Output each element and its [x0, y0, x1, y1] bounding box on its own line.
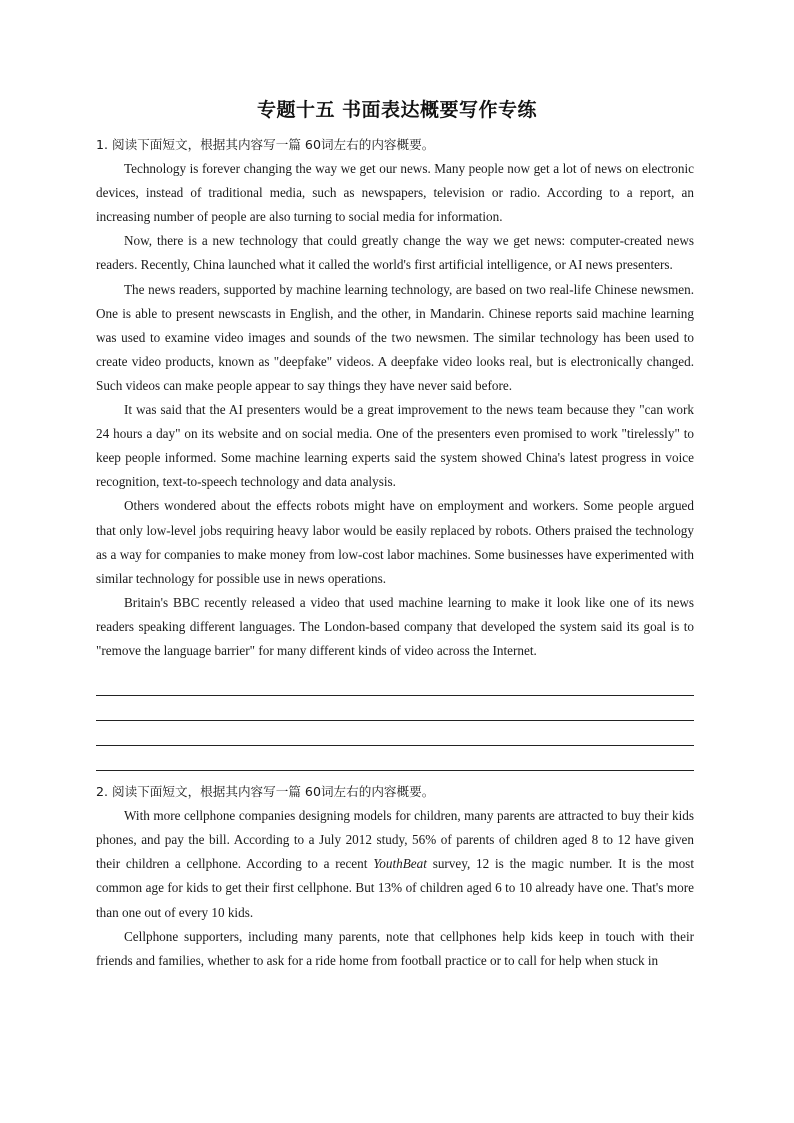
page-title: 专题十五 书面表达概要写作专练	[256, 99, 538, 121]
task-1	[96, 133, 694, 771]
passage-2-text: With more cellphone companies designing models for children, many parents are attracted to buy their kids phones, and pay the bill. According to a July 2012 study, 56% of parents of children aged 8 to 12 have given their children a cellphone. According to a recent	[96, 808, 694, 872]
passage-2-paragraph	[96, 804, 694, 924]
answer-line[interactable]	[96, 671, 694, 696]
task-1-instruction: 1. 阅读下面短文，根据其内容写一篇 60词左右的内容概要。	[96, 137, 435, 152]
passage-1-paragraph: Britain's BBC recently released a video that used machine learning to make it look like one of its news readers speaking different languages. The London-based company that developed the system said its goal is to "remove the language barrier" for many different kinds of video across the Internet.	[96, 594, 694, 658]
passage-2-text: survey, 12 is the magic number. It is the most common age for kids to get their first cellphone. But 13% of children aged 6 to 10 already have one. That's more than one out of every 10 kids.	[96, 856, 694, 920]
answer-lines	[96, 671, 694, 771]
passage-1-paragraph: Technology is forever changing the way we get our news. Many people now get a lot of news on electronic devices, instead of traditional media, such as newspapers, television or radio. According to a report, an increasing number of people are also turning to social media for information.	[96, 161, 694, 225]
passage-1-paragraph: The news readers, supported by machine learning technology, are based on two real-life Chinese newsmen. One is able to present newscasts in English, and the other, in Mandarin. Chinese reports said machine learning was used to examine video images and sounds of the two newsmen. The similar technology has been used to create video products, known as "deepfake" videos. A deepfake video looks real, but is electronically changed. Such videos can make people appear to say things they have never said before.	[96, 281, 694, 393]
answer-line[interactable]	[96, 746, 694, 771]
answer-line[interactable]	[96, 696, 694, 721]
passage-1-paragraph: Others wondered about the effects robots might have on employment and workers. Some people argued that only low-level jobs requiring heavy labor would be easily replaced by robots. Others praised the technology as a way for companies to make money from low-cost labor machines. Some businesses have experimented with similar technology for possible use in news operations.	[96, 498, 694, 586]
task-2	[96, 780, 694, 973]
passage-2-paragraph: Cellphone supporters, including many parents, note that cellphones help kids keep in touch with their friends and families, whether to ask for a ride home from football practice or to call for help when stuck in	[96, 928, 694, 968]
passage-1-paragraph: Now, there is a new technology that could greatly change the way we get news: computer-created news readers. Recently, China launched what it called the world's first artificial intelligence, or AI news presenters.	[96, 233, 694, 273]
content-column	[96, 133, 694, 973]
task-2-instruction: 2. 阅读下面短文，根据其内容写一篇 60词左右的内容概要。	[96, 784, 435, 800]
survey-name: YouthBeat	[373, 856, 427, 872]
passage-1-paragraph: It was said that the AI presenters would be a great improvement to the news team because they "can work 24 hours a day" on its website and on social media. One of the presenters even promised to work "tirelessly" to keep people informed. Some machine learning experts said the system showed China's latest progress in voice recognition, text-to-speech technology and data analysis.	[96, 402, 694, 490]
answer-line[interactable]	[96, 721, 694, 746]
